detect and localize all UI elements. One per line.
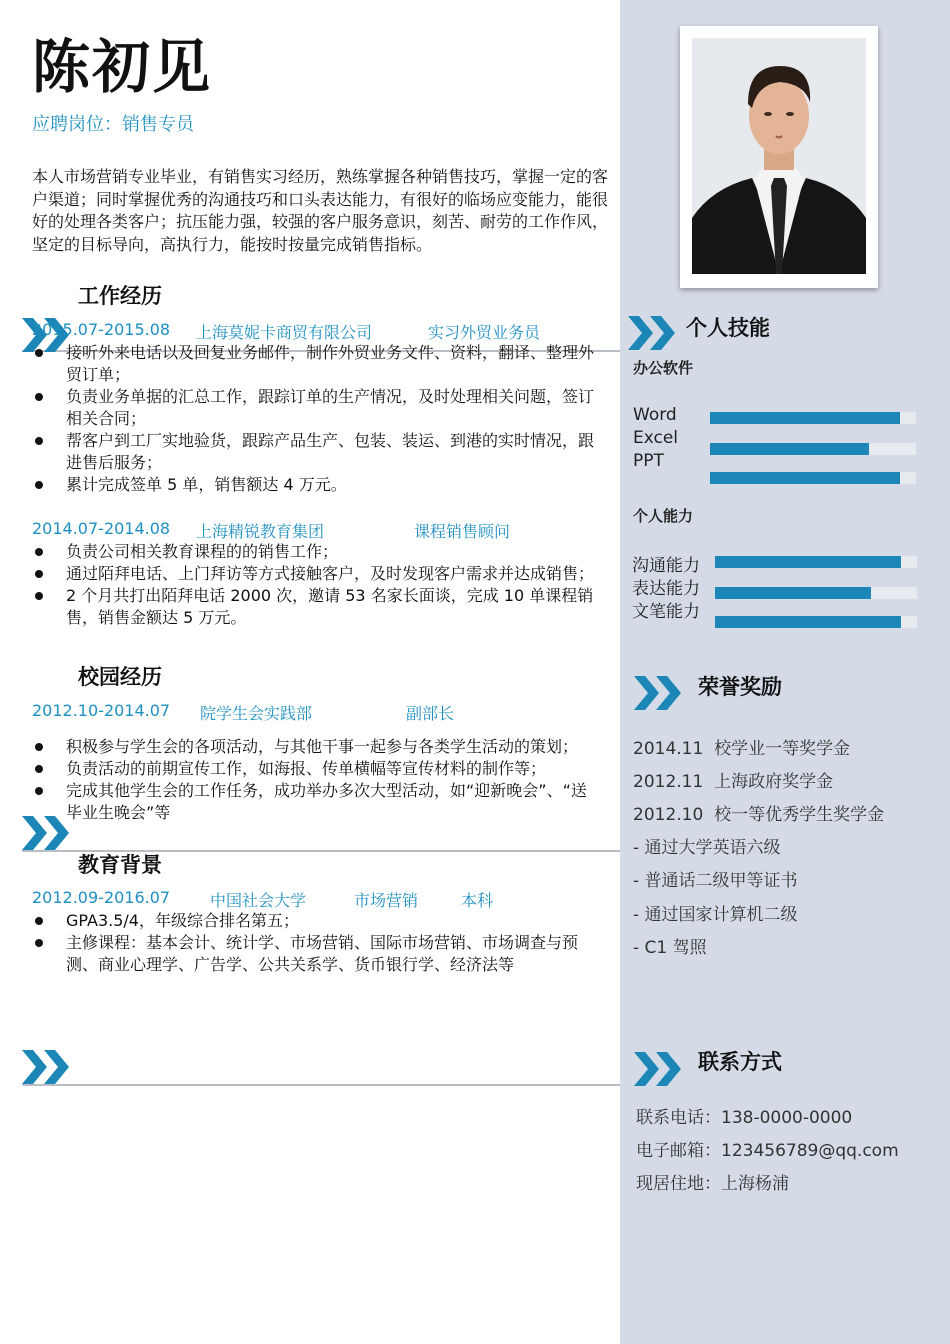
contact-address: 现居住地：上海杨浦 <box>636 1174 789 1194</box>
list-item: 积极参与学生会的各项活动，与其他干事一起参与各类学生活动的策划； <box>32 736 602 758</box>
campus-date: 2012.10-2014.07 <box>32 701 171 720</box>
skill-bar <box>715 616 917 628</box>
list-item: 负责活动的前期宣传工作，如海报、传单横幅等宣传材料的制作等； <box>32 758 602 780</box>
job-company: 上海精锐教育集团 <box>196 522 325 541</box>
award-item <box>633 767 833 792</box>
chevron-right-icon <box>634 676 682 710</box>
award-item <box>633 734 850 759</box>
skill-bar-fill <box>715 587 871 599</box>
skill-bar <box>710 443 916 455</box>
section-title-campus: 校园经历 <box>78 665 162 689</box>
skill-bar <box>715 556 917 568</box>
skill-bar-fill <box>710 472 900 484</box>
award-item <box>633 800 884 825</box>
list-item: 接听外来电话以及回复业务邮件，制作外贸业务文件、资料，翻译、整理外贸订单； <box>32 342 606 386</box>
chevron-right-icon <box>22 816 70 850</box>
contact-email: 电子邮箱：123456789@qq.com <box>636 1141 899 1161</box>
list-item: 累计完成签单 5 单，销售额达 4 万元。 <box>32 474 606 496</box>
education-details-list <box>32 910 606 976</box>
skill-label: PPT <box>633 451 664 471</box>
skill-bar <box>710 472 916 484</box>
section-title-honors: 荣誉奖励 <box>698 675 782 699</box>
self-introduction: 本人市场营销专业毕业，有销售实习经历，熟练掌握各种销售技巧，掌握一定的客户渠道；同时掌握优秀的沟通技巧和口头表达能力，有很好的临场应变能力，能很好的处理各类客户；抗压能力强，较强的客户服务意识，刻苦、耐劳的工作作风，坚定的目标导向，高执行力，能按时按量完成销售指标。 <box>32 167 609 254</box>
chevron-right-icon <box>634 1052 682 1086</box>
job-meta <box>32 519 612 541</box>
list-item: 2 个月共打出陌拜电话 2000 次，邀请 53 名家长面谈，完成 10 单课程销售，销售金额达 5 万元。 <box>32 585 612 629</box>
job-duties-list <box>32 541 612 629</box>
skill-label: Excel <box>633 428 679 448</box>
skill-bar-fill <box>710 412 900 424</box>
person-portrait <box>692 38 866 274</box>
list-item: 负责公司相关教育课程的的销售工作； <box>32 541 612 563</box>
education-major: 市场营销 <box>354 891 419 910</box>
job-role: 课程销售顾问 <box>414 522 511 541</box>
education-date: 2012.09-2016.07 <box>32 888 171 907</box>
certificate-item: - 通过国家计算机二级 <box>633 905 798 925</box>
section-title-work: 工作经历 <box>78 284 162 308</box>
office-software-title: 办公软件 <box>633 359 694 377</box>
skill-bar-fill <box>710 443 869 455</box>
award-name: 校学业一等奖学金 <box>714 739 851 759</box>
education-school: 中国社会大学 <box>210 891 307 910</box>
job-position: 应聘岗位：销售专员 <box>32 114 194 135</box>
certificate-item: - 通过大学英语六级 <box>633 838 781 858</box>
skill-bar-fill <box>715 556 901 568</box>
section-divider <box>22 1084 620 1086</box>
award-date: 2012.11 <box>633 772 704 792</box>
education-meta <box>32 888 612 910</box>
skill-bar-fill <box>715 616 901 628</box>
section-title-skills: 个人技能 <box>686 316 770 340</box>
skill-label: Word <box>633 405 677 425</box>
certificate-item: - C1 驾照 <box>633 938 707 958</box>
ability-title: 个人能力 <box>633 507 694 525</box>
contact-phone: 联系电话：138-0000-0000 <box>636 1108 853 1128</box>
list-item: 负责业务单据的汇总工作，跟踪订单的生产情况，及时处理相关问题，签订相关合同； <box>32 386 606 430</box>
skill-label: 沟通能力 <box>632 556 700 576</box>
skill-bar <box>710 412 916 424</box>
candidate-name: 陈初见 <box>32 33 213 101</box>
job-role: 实习外贸业务员 <box>428 323 541 342</box>
award-name: 校一等优秀学生奖学金 <box>714 805 885 825</box>
certificate-item: - 普通话二级甲等证书 <box>633 871 798 891</box>
award-date: 2014.11 <box>633 739 704 759</box>
campus-duties-list <box>32 736 602 824</box>
list-item: 通过陌拜电话、上门拜访等方式接触客户，及时发现客户需求并达成销售； <box>32 563 612 585</box>
profile-photo <box>680 26 878 288</box>
job-company: 上海莫妮卡商贸有限公司 <box>196 323 373 342</box>
award-name: 上海政府奖学金 <box>714 772 834 792</box>
list-item: 完成其他学生会的工作任务，成功举办多次大型活动，如“迎新晚会”、“送毕业生晚会”等 <box>32 780 602 824</box>
job-duties-list <box>32 342 606 496</box>
chevron-right-icon <box>628 316 676 350</box>
skill-label: 文笔能力 <box>632 602 700 622</box>
chevron-right-icon <box>22 1050 70 1084</box>
award-date: 2012.10 <box>633 805 704 825</box>
job-date: 2015.07-2015.08 <box>32 320 171 339</box>
campus-meta <box>32 701 612 723</box>
skill-bar <box>715 587 917 599</box>
list-item: 帮客户到工厂实地验货，跟踪产品生产、包装、装运、到港的实时情况，跟进售后服务； <box>32 430 606 474</box>
list-item: GPA3.5/4，年级综合排名第五； <box>32 910 606 932</box>
skill-label: 表达能力 <box>632 579 700 599</box>
education-degree: 本科 <box>461 891 494 910</box>
section-title-education: 教育背景 <box>78 853 162 877</box>
job-meta <box>32 320 612 342</box>
job-date: 2014.07-2014.08 <box>32 519 171 538</box>
campus-role: 副部长 <box>406 704 455 723</box>
list-item: 主修课程：基本会计、统计学、市场营销、国际市场营销、市场调查与预测、商业心理学、广告学、公共关系学、货币银行学、经济法等 <box>32 932 606 976</box>
campus-org: 院学生会实践部 <box>200 704 313 723</box>
section-title-contact: 联系方式 <box>698 1050 782 1074</box>
